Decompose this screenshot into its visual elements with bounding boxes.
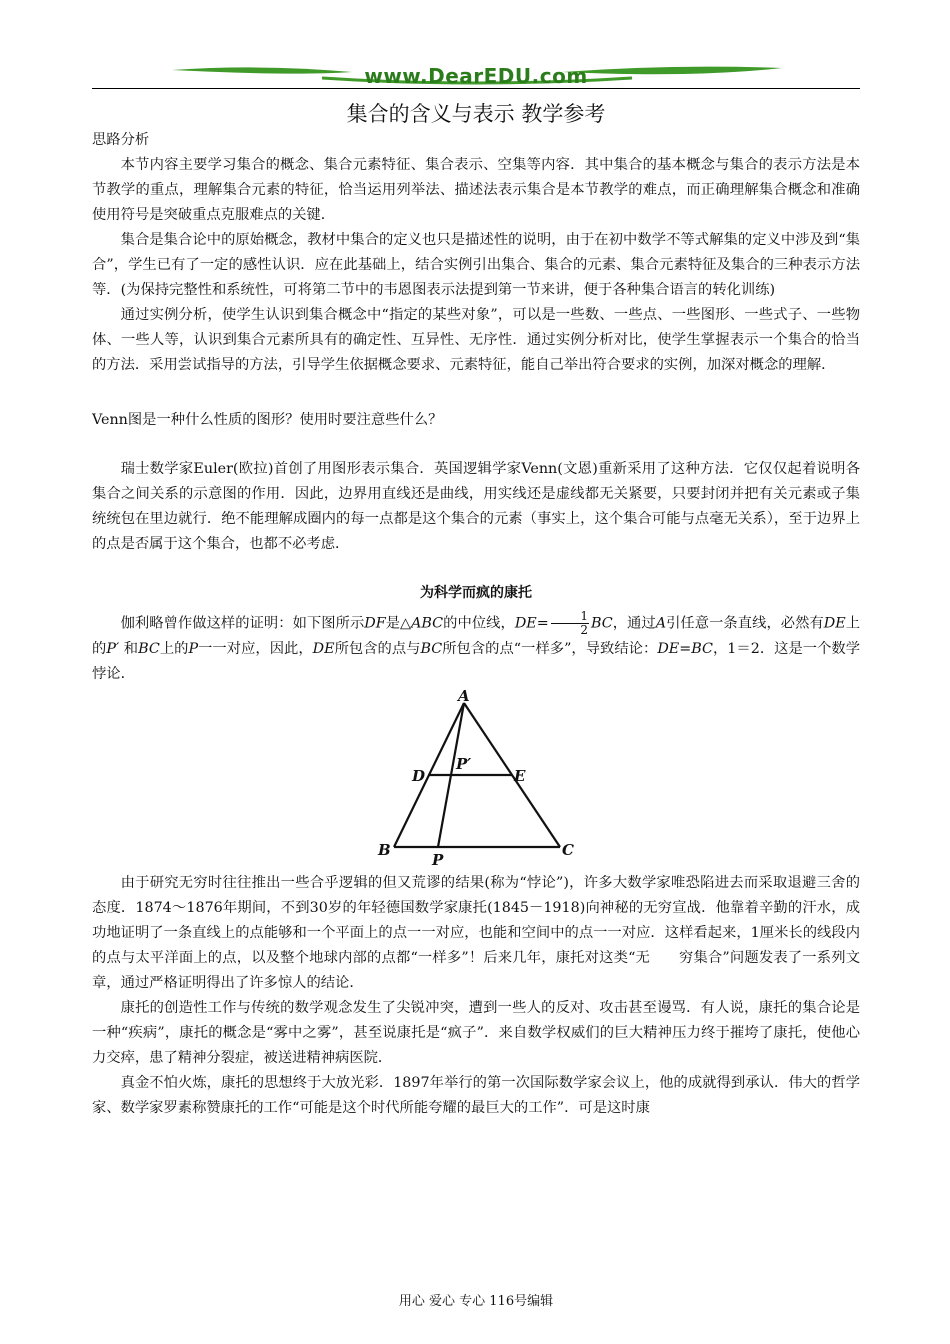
venn-answer: 瑞士数学家Euler(欧拉)首创了用图形表示集合．英国逻辑学家Venn(文恩)重新采用了这种方法．它仅仅起着说明各集合之间关系的示意图的作用．因此，边界用直线还是曲线，用实线还是虚线都无关紧要，只要封闭并把有关元素或子集统统包在里边就行．绝不能理解成圈内的每一点都是这个集合的元素（事实上，这个集合可能与点毫无关系），至于边界上的点是否属于这个集合，也都不必考虑． (92, 461, 860, 552)
label-d: D (412, 767, 426, 785)
triangle-figure (92, 689, 860, 869)
paragraph: 真金不怕火炼，康托的思想终于大放光彩．1897年举行的第一次国际数学家会议上，他的成就得到承认．伟大的哲学家、数学家罗素称赞康托的工作“可能是这个时代所能夸耀的最巨大的工作”．可是这时康 (92, 1075, 860, 1116)
paragraph: 康托的创造性工作与传统的数学观念发生了尖锐冲突，遭到一些人的反对、攻击甚至谩骂．有人说，康托的集合论是一种“疾病”，康托的概念是“雾中之雾”，甚至说康托是“疯子”．来自数学权威们的巨大精神压力终于摧垮了康托，使他心力交瘁，患了精神分裂症，被送进精神病医院． (92, 1000, 860, 1066)
page-title: 集合的含义与表示 教学参考 (346, 102, 606, 126)
venn-question: Venn图是一种什么性质的图形？使用时要注意些什么？ (92, 412, 443, 428)
label-p-prime: P′ (456, 755, 472, 773)
label-b: B (378, 841, 391, 859)
page-footer: 用心 爱心 专心 116号编辑 (398, 1294, 554, 1309)
site-logo[interactable]: www.DearEDU.com (364, 64, 588, 88)
label-e: E (514, 767, 526, 785)
label-c: C (562, 841, 574, 859)
cantor-heading: 为科学而疯的康托 (420, 585, 532, 601)
header-divider (92, 88, 860, 89)
label-a: A (458, 689, 470, 705)
paragraph: 集合是集合论中的原始概念，教材中集合的定义也只是描述性的说明，由于在初中数学不等式解集的定义中涉及到“集合”，学生已有了一定的感性认识．应在此基础上，结合实例引出集合、集合的元素、集合元素特征及集合的三种表示方法等．(为保持完整性和系统性，可将第二节中的韦恩图表示法提到第一节来讲，便于各种集合语言的转化训练) (92, 232, 860, 298)
galileo-paragraph: 伽利略曾作做这样的证明：如下图所示DF是△ABC的中位线，DE= $\frac{1}{2}$ BC，通过A引任意一条直线，必然有DE上的P′ 和BC上的P一一对应，因此，DE所包含的点与BC所包含的点“一样多”，导致结论：DE=BC，1＝2．这是一个数学悖论． (92, 609, 861, 682)
fraction-one-half: $\frac{1}{2}$ (551, 610, 589, 637)
paragraph: 通过实例分析，使学生认识到集合概念中“指定的某些对象”，可以是一些数、一些点、一些图形、一些式子、一些物体、一些人等，认识到集合元素所具有的确定性、互异性、无序性．通过实例分析对比，使学生掌握表示一个集合的恰当的方法．采用尝试指导的方法，引导学生依据概念要求、元素特征，能自己举出符合要求的实例，加深对概念的理解． (92, 307, 860, 373)
site-header (92, 62, 860, 90)
document-body (92, 128, 860, 1121)
triangle-diagram (372, 689, 582, 869)
paragraph: 本节内容主要学习集合的概念、集合元素特征、集合表示、空集等内容．其中集合的基本概念与集合的表示方法是本节教学的重点，理解集合元素的特征，恰当运用列举法、描述法表示集合是本节教学的难点，而正确理解集合概念和准确使用符号是突破重点克服难点的关键． (92, 157, 860, 223)
paragraph: 由于研究无穷时往往推出一些合乎逻辑的但又荒谬的结果(称为“悖论”)，许多大数学家唯恐陷进去而采取退避三舍的态度．1874～1876年期间，不到30岁的年轻德国数学家康托(1845－1918)向神秘的无穷宣战．他靠着辛勤的汗水，成功地证明了一条直线上的点能够和一个平面上的点一一对应，也能和空间中的点一一对应．这样看起来，1厘米长的线段内的点与太平洋面上的点，以及整个地球内部的点都“一样多”！后来几年，康托对这类“无 穷集合”问题发表了一系列文章，通过严格证明得出了许多惊人的结论． (92, 875, 860, 991)
section-heading: 思路分析 (92, 132, 150, 148)
label-p: P (432, 851, 444, 869)
